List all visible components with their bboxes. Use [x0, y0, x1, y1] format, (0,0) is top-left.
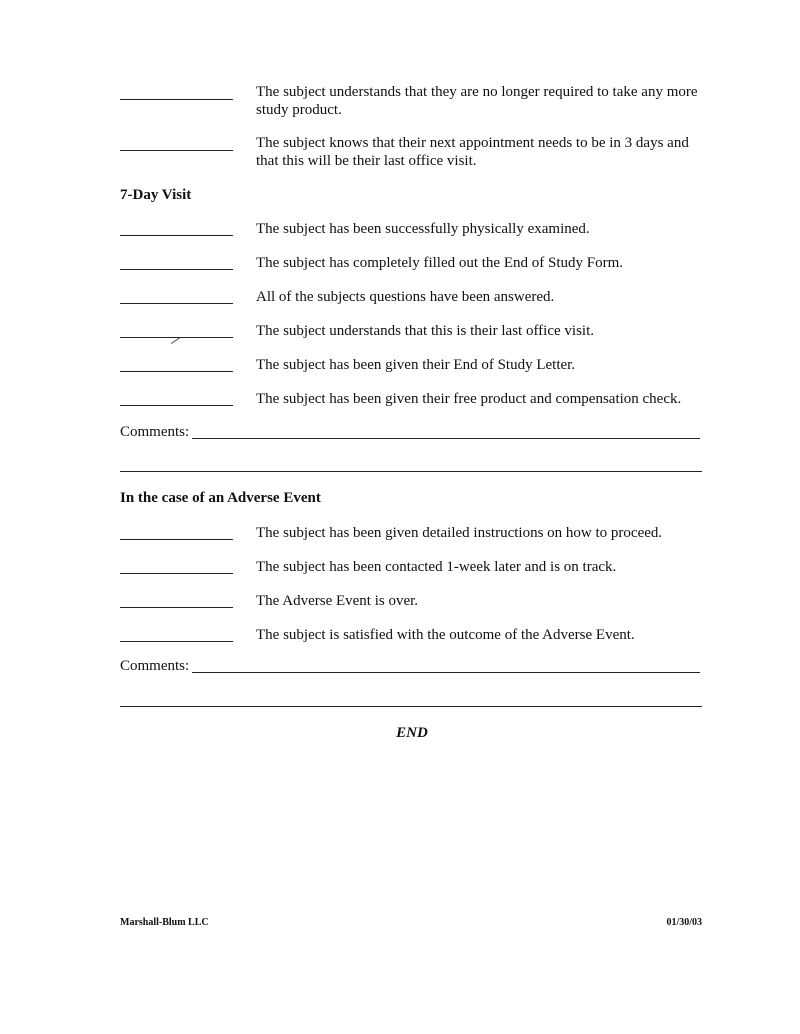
section-heading-adverse-event: In the case of an Adverse Event [120, 490, 321, 506]
item-text: The subject has been contacted 1-week later and is on track. [256, 559, 617, 575]
check-blank[interactable] [120, 405, 233, 406]
footer-company: Marshall-Blum LLC [120, 917, 209, 928]
item-text: The subject understands that this is their last office visit. [256, 323, 594, 339]
footer-date: 01/30/03 [666, 917, 702, 928]
section-heading-7-day-visit: 7-Day Visit [120, 187, 192, 203]
item-text: The subject has completely filled out the End of Study Form. [256, 255, 624, 271]
comments-field-continued[interactable] [120, 706, 702, 707]
comments-label: Comments: [120, 658, 190, 674]
check-blank[interactable] [120, 573, 233, 574]
item-text: The subject knows that their next appointment needs to be in 3 days and that this will be their last office visit. [256, 135, 689, 169]
item-text: The subject has been given their End of Study Letter. [256, 357, 576, 373]
item-text: The subject is satisfied with the outcome of the Adverse Event. [256, 627, 635, 643]
check-blank[interactable] [120, 235, 233, 236]
comments-field[interactable] [192, 438, 700, 439]
check-blank[interactable] [120, 150, 233, 151]
pen-mark-icon [166, 331, 179, 344]
comments-label: Comments: [120, 424, 190, 440]
check-blank[interactable] [120, 337, 233, 338]
check-blank[interactable] [120, 607, 233, 608]
item-text: All of the subjects questions have been answered. [256, 289, 555, 305]
comments-field[interactable] [192, 672, 700, 673]
item-text: The subject has been given detailed instructions on how to proceed. [256, 525, 663, 541]
item-text: The Adverse Event is over. [256, 593, 419, 609]
check-blank[interactable] [120, 371, 233, 372]
check-blank[interactable] [120, 99, 233, 100]
check-blank[interactable] [120, 303, 233, 304]
check-blank[interactable] [120, 641, 233, 642]
check-blank[interactable] [120, 269, 233, 270]
comments-field-continued[interactable] [120, 471, 702, 472]
end-marker: END [396, 725, 428, 741]
item-text: The subject has been given their free product and compensation check. [256, 391, 682, 407]
item-text: The subject understands that they are no longer required to take any more study product. [256, 84, 698, 118]
check-blank[interactable] [120, 539, 233, 540]
item-text: The subject has been successfully physically examined. [256, 221, 590, 237]
